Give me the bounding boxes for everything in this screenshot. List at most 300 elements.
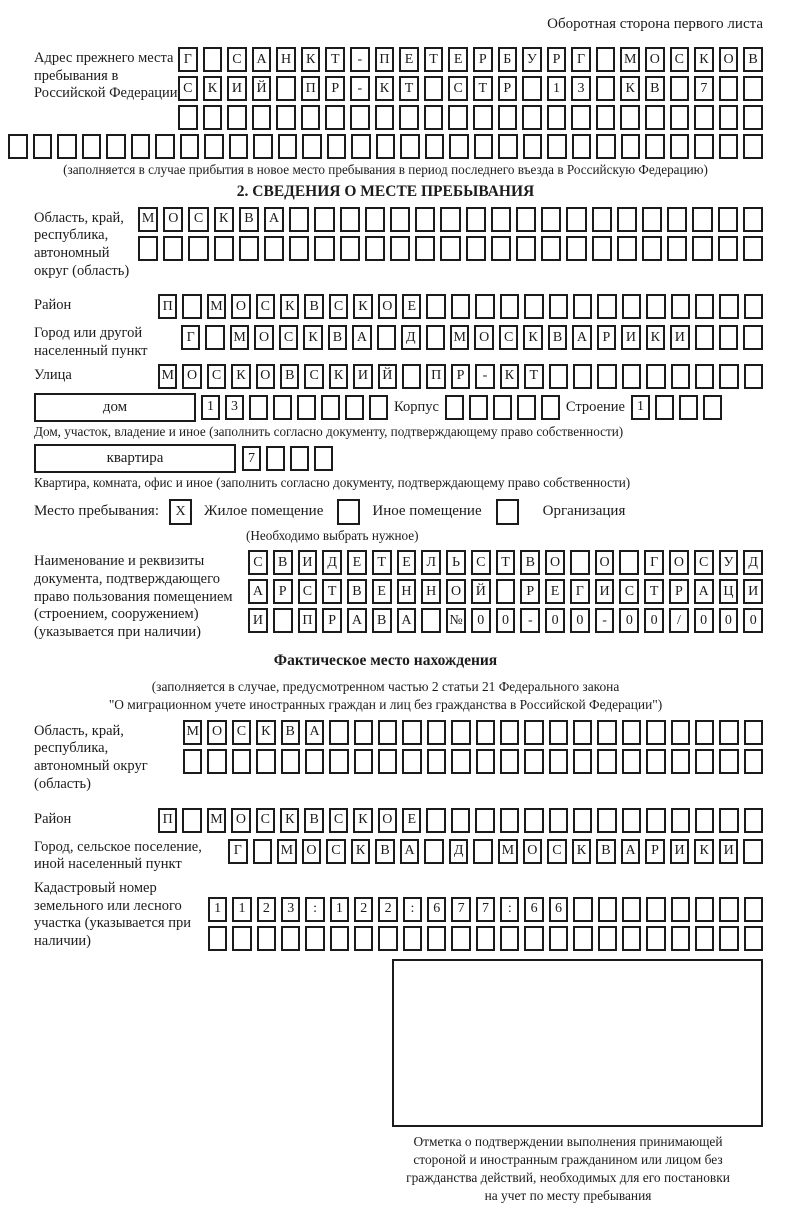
char-box: Й [252, 76, 272, 101]
char-box: - [475, 364, 494, 389]
char-box: И [621, 325, 640, 350]
char-box [655, 395, 674, 420]
char-box [427, 720, 446, 745]
char-box [469, 395, 488, 420]
char-box: К [694, 839, 714, 864]
char-box [8, 134, 28, 159]
actual-district-label: Район [34, 810, 72, 827]
char-box: А [400, 839, 420, 864]
char-box: Д [743, 550, 763, 575]
char-box [276, 76, 296, 101]
char-box [473, 105, 493, 130]
prev-address-hint: (заполняется в случае прибытия в новое место пребывания в период последнего въезда в Российскую Федерацию) [63, 162, 708, 177]
char-box [188, 236, 208, 261]
char-box: А [397, 608, 417, 633]
confirmation-mark-box [392, 959, 763, 1127]
char-box: Н [397, 579, 417, 604]
char-box [744, 720, 763, 745]
char-box: О [446, 579, 466, 604]
char-box [719, 364, 738, 389]
char-box [718, 207, 738, 232]
char-box: 6 [427, 897, 446, 922]
char-box: 1 [201, 395, 220, 420]
char-box: Е [397, 550, 417, 575]
char-box: Т [325, 47, 345, 72]
stroenie-label: Строение [565, 398, 625, 415]
char-box: А [352, 325, 371, 350]
char-box [524, 808, 543, 833]
char-box [305, 926, 324, 951]
char-box [541, 395, 560, 420]
char-box [365, 207, 385, 232]
char-box [466, 236, 486, 261]
char-box [622, 749, 641, 774]
char-box [695, 926, 714, 951]
char-box [566, 207, 586, 232]
char-box [743, 105, 763, 130]
field-prev-address [8, 47, 763, 130]
char-box: Е [347, 550, 367, 575]
char-box: Й [378, 364, 397, 389]
char-box [180, 134, 200, 159]
char-box [403, 926, 422, 951]
char-box [744, 294, 763, 319]
checkbox-other-premises [337, 499, 360, 525]
char-box [203, 47, 223, 72]
char-box [524, 720, 543, 745]
char-box: С [471, 550, 491, 575]
char-box [596, 105, 616, 130]
char-box [448, 105, 468, 130]
actual-region-row-2 [183, 749, 763, 774]
char-box: И [298, 550, 318, 575]
char-box: 2 [354, 897, 373, 922]
char-box [415, 236, 435, 261]
char-box [671, 294, 690, 319]
char-box [642, 207, 662, 232]
char-box [571, 105, 591, 130]
char-box: 0 [570, 608, 590, 633]
char-box: Р [451, 364, 470, 389]
char-box [646, 897, 665, 922]
char-box: В [273, 550, 293, 575]
char-box [239, 236, 259, 261]
char-box: К [280, 808, 299, 833]
char-box: О [302, 839, 322, 864]
char-box: 6 [524, 897, 543, 922]
prev-address-row-3 [178, 105, 763, 130]
char-box [645, 134, 665, 159]
char-box [500, 720, 519, 745]
char-box [232, 926, 251, 951]
char-box [523, 134, 543, 159]
char-box: О [254, 325, 273, 350]
char-box [297, 395, 316, 420]
char-box: Р [498, 76, 518, 101]
char-box [671, 926, 690, 951]
char-box: 0 [743, 608, 763, 633]
char-box: С [178, 76, 198, 101]
house-hint: Дом, участок, владение и иное (заполнить согласно документу, подтверждающему право собственности) [34, 423, 624, 439]
char-box: Е [448, 47, 468, 72]
char-box [617, 236, 637, 261]
char-box: 1 [631, 395, 650, 420]
char-box: О [474, 325, 493, 350]
char-box: О [231, 294, 250, 319]
char-box: П [298, 608, 318, 633]
char-box: О [645, 47, 665, 72]
char-box: О [163, 207, 183, 232]
char-box [473, 839, 493, 864]
char-box: Д [401, 325, 420, 350]
stroenie-cells [631, 395, 722, 420]
city-label: Город или другой населенный пункт [34, 325, 148, 359]
char-box: Р [322, 608, 342, 633]
char-box [694, 105, 714, 130]
char-box [378, 720, 397, 745]
char-box: Д [322, 550, 342, 575]
char-box: М [158, 364, 177, 389]
char-box: К [646, 325, 665, 350]
char-box: В [375, 839, 395, 864]
char-box: Г [228, 839, 248, 864]
char-box: 6 [549, 897, 568, 922]
char-box [596, 47, 616, 72]
char-box: 3 [225, 395, 244, 420]
char-box [301, 105, 321, 130]
char-box: 7 [242, 446, 261, 471]
mark-caption-line-2: стороной и иностранным гражданином или лицом без [413, 1151, 723, 1167]
char-box: Р [520, 579, 540, 604]
char-box [743, 134, 763, 159]
char-box [340, 236, 360, 261]
char-box [421, 608, 441, 633]
char-box: Й [471, 579, 491, 604]
char-box [402, 720, 421, 745]
char-box: : [500, 897, 519, 922]
char-box: Б [498, 47, 518, 72]
char-box: С [499, 325, 518, 350]
char-box [744, 808, 763, 833]
char-box [670, 134, 690, 159]
char-box: К [353, 808, 372, 833]
char-box: К [256, 720, 275, 745]
char-box: В [520, 550, 540, 575]
field-apartment [8, 444, 763, 473]
char-box [376, 134, 396, 159]
char-box [257, 926, 276, 951]
char-box: 0 [471, 608, 491, 633]
char-box [719, 926, 738, 951]
char-box: Р [645, 839, 665, 864]
char-box: С [256, 808, 275, 833]
char-box: О [182, 364, 201, 389]
char-box: А [572, 325, 591, 350]
field-stay-type [8, 499, 763, 525]
char-box [597, 749, 616, 774]
field-cadastral [8, 877, 763, 951]
char-box [671, 720, 690, 745]
char-box: К [214, 207, 234, 232]
char-box: Е [545, 579, 565, 604]
char-box [273, 608, 293, 633]
char-box: В [304, 808, 323, 833]
char-box: П [301, 76, 321, 101]
char-box [620, 105, 640, 130]
char-box: Р [669, 579, 689, 604]
option-other-premises-label: Иное помещение [372, 503, 482, 520]
char-box [281, 926, 300, 951]
char-box: Е [402, 294, 421, 319]
char-box [547, 134, 567, 159]
char-box: К [694, 47, 714, 72]
char-box: М [183, 720, 202, 745]
char-box: Т [644, 579, 664, 604]
char-box [82, 134, 102, 159]
char-box [451, 808, 470, 833]
street-row [158, 364, 763, 389]
char-box [516, 207, 536, 232]
char-box [617, 207, 637, 232]
char-box [424, 105, 444, 130]
char-box: Г [644, 550, 664, 575]
char-box [281, 749, 300, 774]
char-box [671, 808, 690, 833]
char-box [718, 236, 738, 261]
actual-region-row-1 [183, 720, 763, 745]
char-box [424, 76, 444, 101]
field-actual-district [8, 808, 763, 833]
char-box [597, 808, 616, 833]
char-box [496, 579, 516, 604]
char-box [516, 236, 536, 261]
char-box: Г [571, 47, 591, 72]
korpus-label: Корпус [394, 398, 439, 415]
document-label: Наименование и реквизиты документа, подтверждающего право пользования помещением (строением, сооружением) (указывается при наличии) [34, 553, 233, 640]
char-box: 7 [476, 897, 495, 922]
region-label: Область, край, республика, автономный округ (область) [34, 209, 130, 279]
char-box [598, 926, 617, 951]
char-box [475, 808, 494, 833]
char-box [573, 897, 592, 922]
char-box: В [645, 76, 665, 101]
char-box [182, 294, 201, 319]
city-row [181, 325, 763, 350]
char-box [491, 236, 511, 261]
char-box: Л [421, 550, 441, 575]
char-box [622, 364, 641, 389]
char-box [524, 926, 543, 951]
char-box: И [719, 839, 739, 864]
char-box [622, 720, 641, 745]
char-box: В [743, 47, 763, 72]
field-document [8, 550, 763, 641]
char-box: И [248, 608, 268, 633]
char-box [549, 749, 568, 774]
char-box [646, 720, 665, 745]
char-box [694, 134, 714, 159]
char-box [743, 325, 762, 350]
char-box [719, 720, 738, 745]
char-box: О [523, 839, 543, 864]
char-box: 2 [378, 897, 397, 922]
char-box [302, 134, 322, 159]
char-box: 1 [330, 897, 349, 922]
char-box [621, 134, 641, 159]
char-box [476, 926, 495, 951]
char-box [205, 325, 224, 350]
char-box [33, 134, 53, 159]
char-box: И [595, 579, 615, 604]
char-box [183, 749, 202, 774]
char-box [375, 105, 395, 130]
street-label: Улица [34, 366, 72, 383]
char-box: К [353, 294, 372, 319]
char-box [290, 446, 309, 471]
char-box: К [203, 76, 223, 101]
char-box [321, 395, 340, 420]
char-box: О [545, 550, 565, 575]
char-box: К [351, 839, 371, 864]
char-box: О [669, 550, 689, 575]
char-box [541, 236, 561, 261]
char-box [670, 76, 690, 101]
char-box: В [372, 608, 392, 633]
char-box [719, 134, 739, 159]
char-box [573, 808, 592, 833]
char-box: Н [421, 579, 441, 604]
char-box: Е [399, 47, 419, 72]
char-box [719, 76, 739, 101]
char-box: Р [273, 579, 293, 604]
char-box: Е [402, 808, 421, 833]
char-box [476, 720, 495, 745]
char-box [350, 105, 370, 130]
char-box [451, 294, 470, 319]
char-box: С [232, 720, 251, 745]
char-box: А [347, 608, 367, 633]
actual-city-label: Город, сельское поселение, иной населенный пункт [34, 838, 202, 873]
char-box [646, 749, 665, 774]
char-box [719, 808, 738, 833]
char-box [667, 207, 687, 232]
field-actual-region [8, 720, 763, 794]
char-box [390, 236, 410, 261]
actual-city-row [228, 839, 763, 864]
char-box [695, 897, 714, 922]
char-box [204, 134, 224, 159]
char-box: Г [178, 47, 198, 72]
char-box [351, 134, 371, 159]
char-box: Р [325, 76, 345, 101]
document-row-1 [248, 550, 763, 575]
char-box: - [350, 47, 370, 72]
char-box: 0 [619, 608, 639, 633]
char-box [400, 134, 420, 159]
apartment-box-label: квартира [34, 444, 236, 473]
char-box [500, 749, 519, 774]
char-box: С [694, 550, 714, 575]
char-box: 3 [571, 76, 591, 101]
actual-district-row [158, 808, 763, 833]
char-box [340, 207, 360, 232]
char-box: Р [597, 325, 616, 350]
char-box [695, 364, 714, 389]
char-box: 0 [496, 608, 516, 633]
mark-caption-line-4: на учет по месту пребывания [484, 1187, 652, 1203]
char-box: - [520, 608, 540, 633]
char-box [719, 105, 739, 130]
char-box: С [227, 47, 247, 72]
house-cells [201, 395, 388, 420]
char-box [692, 236, 712, 261]
char-box: Е [372, 579, 392, 604]
char-box: М [498, 839, 518, 864]
char-box: О [378, 294, 397, 319]
char-box: Т [524, 364, 543, 389]
char-box [667, 236, 687, 261]
actual-region-label: Область, край, республика, автономный округ (область) [34, 722, 148, 792]
char-box [278, 134, 298, 159]
apartment-hint: Квартира, комната, офис и иное (заполнить согласно документу, подтверждающему право собственности) [34, 475, 631, 491]
char-box [743, 236, 763, 261]
char-box [369, 395, 388, 420]
char-box: С [256, 294, 275, 319]
field-street [8, 364, 763, 389]
char-box [440, 207, 460, 232]
char-box: Т [322, 579, 342, 604]
char-box [671, 897, 690, 922]
section2-title: 2. СВЕДЕНИЯ О МЕСТЕ ПРЕБЫВАНИЯ [236, 182, 535, 200]
char-box: Р [473, 47, 493, 72]
char-box [549, 294, 568, 319]
char-box [449, 134, 469, 159]
char-box: О [256, 364, 275, 389]
document-row-3 [248, 608, 763, 633]
char-box: Ц [719, 579, 739, 604]
char-box: 7 [451, 897, 470, 922]
char-box: Р [547, 47, 567, 72]
char-box [253, 839, 273, 864]
char-box [592, 207, 612, 232]
cadastral-row-1 [208, 897, 763, 922]
char-box [573, 364, 592, 389]
char-box [744, 897, 763, 922]
char-box [549, 364, 568, 389]
char-box [345, 395, 364, 420]
char-box [314, 446, 333, 471]
char-box [426, 808, 445, 833]
char-box: - [350, 76, 370, 101]
char-box: В [281, 720, 300, 745]
char-box [596, 134, 616, 159]
char-box [276, 105, 296, 130]
char-box [474, 134, 494, 159]
char-box [573, 926, 592, 951]
char-box: О [595, 550, 615, 575]
region-row-2 [138, 236, 763, 261]
char-box: П [426, 364, 445, 389]
char-box: Ь [446, 550, 466, 575]
char-box: 0 [694, 608, 714, 633]
char-box: О [207, 720, 226, 745]
char-box: И [743, 579, 763, 604]
prev-address-row-1 [178, 47, 763, 72]
char-box: И [670, 839, 690, 864]
char-box [207, 749, 226, 774]
char-box: С [329, 294, 348, 319]
char-box: В [239, 207, 259, 232]
